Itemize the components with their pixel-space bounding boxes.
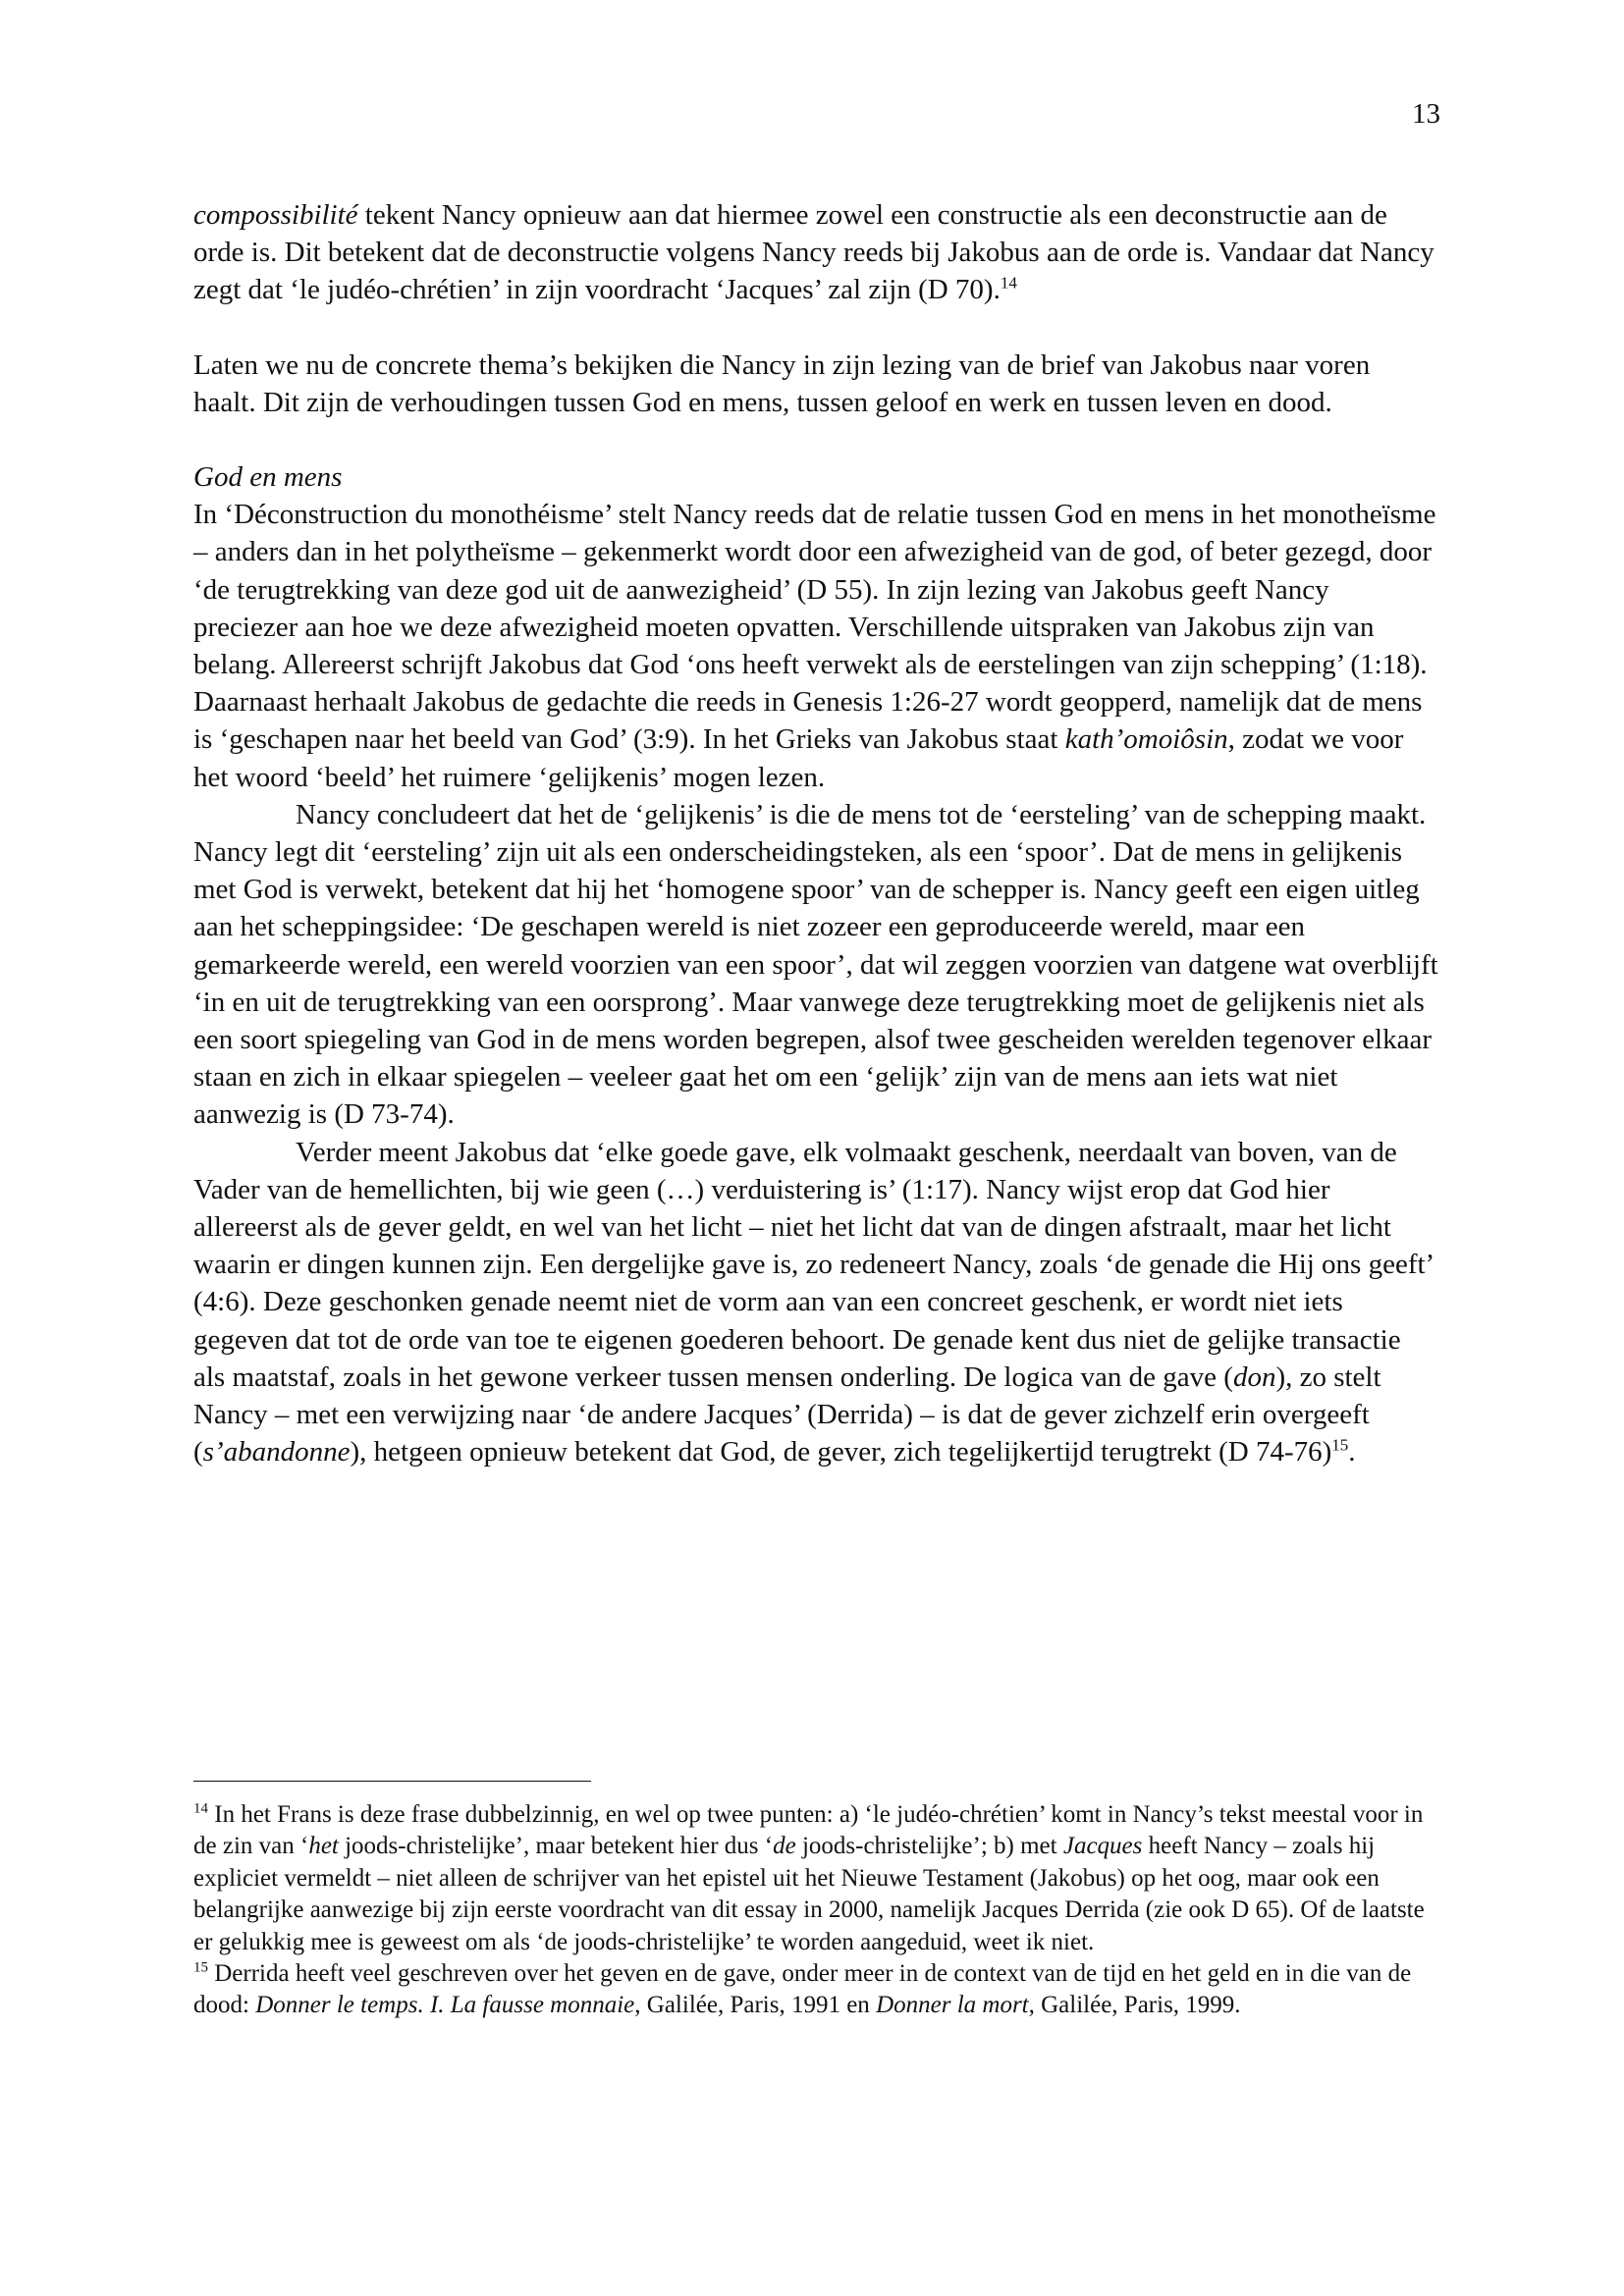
paragraph xyxy=(193,196,1438,309)
italic-text: Donner le temps. I. La fausse monnaie xyxy=(255,1992,635,2019)
text-run: Nancy concludeert dat het de ‘gelijkenis’ is die de mens tot de ‘eersteling’ van de schepping maakt. Nancy legt dit ‘eersteling’ zijn uit als een onderscheidingsteken, als een ‘spoor’. Dat de mens in gelijkenis met God is verwekt, betekent dat hij het ‘homogene spoor’ van de schepper is. Nancy geeft een eigen uitleg aan het scheppingsidee: ‘De geschapen wereld is niet zozeer een geproduceerde wereld, maar een gemarkeerde wereld, een wereld voorzien van een spoor’, dat wil zeggen voorzien van datgene wat overblijft ‘in en uit de terugtrekking van een oorsprong’. Maar vanwege deze terugtrekking moet de gelijkenis niet als een soort spiegeling van God in de mens worden begrepen, alsof twee gescheiden werelden tegenover elkaar staan en zich in elkaar spiegelen – veeleer gaat het om een ‘gelijk’ zijn van de mens aan iets wat niet aanwezig is (D 73-74). xyxy=(193,798,1438,1131)
text-run: tekent Nancy opnieuw aan dat hiermee zowel een constructie als een deconstructie aan de orde is. Dit betekent dat de deconstructie volgens Nancy reeds bij Jakobus aan de orde is. Vandaar dat Nancy zegt dat ‘le judéo-chrétien’ in zijn voordracht ‘Jacques’ zal zijn (D 70). xyxy=(193,199,1435,306)
text-run: ), hetgeen opnieuw betekent dat God, de gever, zich tegelijkertijd terugtrekt (D 74-76) xyxy=(350,1436,1332,1468)
text-run: Laten we nu de concrete thema’s bekijken die Nancy in zijn lezing van de brief van Jakobus naar voren haalt. Dit zijn de verhoudingen tussen God en mens, tussen geloof en werk en tussen leven en dood. xyxy=(193,348,1371,418)
paragraph xyxy=(193,1134,1438,1471)
text-run: , Galilée, Paris, 1999. xyxy=(1028,1992,1241,2019)
italic-text: Jacques xyxy=(1062,1833,1143,1860)
paragraph xyxy=(193,796,1438,1134)
footnote-marker: 15 xyxy=(193,1959,208,1976)
text-run: Verder meent Jakobus dat ‘elke goede gave, elk volmaakt geschenk, neerdaalt van boven, van de Vader van de hemellichten, bij wie geen (…) verduistering is’ (1:17). Nancy wijst erop dat God hier allereerst als de gever geldt, en wel van het licht – niet het licht dat van de dingen afstraalt, maar het licht waarin er dingen kunnen zijn. Een dergelijke gave is, zo redeneert Nancy, zoals ‘de genade die Hij ons geeft’ (4:6). Deze geschonken genade neemt niet de vorm aan van een concreet geschenk, er wordt niet iets gegeven dat tot de orde van toe te eigenen goederen behoort. De genade kent dus niet de gelijke transactie als maatstaf, zoals in het gewone verkeer tussen mensen onderling. De logica van de gave ( xyxy=(193,1136,1434,1393)
footnote-marker: 14 xyxy=(1000,273,1017,293)
footnote-marker: 15 xyxy=(1331,1435,1349,1455)
paragraph xyxy=(193,496,1438,796)
italic-text: de xyxy=(773,1833,796,1860)
footnote-15 xyxy=(193,1958,1438,2022)
footnote-14 xyxy=(193,1799,1438,1958)
italic-text: s’abandonne xyxy=(202,1436,351,1468)
italic-text: kath’omoiôsin xyxy=(1064,723,1228,756)
text-run: In het Frans is deze frase dubbelzinnig, en wel op twee punten: a) ‘le judéo-chrétien’ komt in Nancy’s tekst meestal voor in de zin van ‘ xyxy=(193,1801,1424,1860)
italic-text: het xyxy=(308,1833,339,1860)
footnote-separator xyxy=(193,1781,591,1782)
text-run: joods-christelijke’, maar betekent hier dus ‘ xyxy=(338,1833,774,1860)
section-heading xyxy=(193,458,1438,496)
footnote-marker: 14 xyxy=(193,1800,208,1817)
text-run: heeft Nancy – zoals hij expliciet vermeldt – niet alleen de schrijver van het epistel uit het Nieuwe Testament (Jakobus) op het oog, maar ook een belangrijke aanwezige bij zijn eerste voordracht van dit essay in 2000, namelijk Jacques Derrida (zie ook D 65). Of de laatste er gelukkig mee is geweest om als ‘de joods-christelijke’ te worden aangeduid, weet ik niet. xyxy=(193,1833,1425,1955)
italic-text: God en mens xyxy=(193,461,343,494)
text-run: . xyxy=(1348,1436,1356,1468)
italic-text: don xyxy=(1232,1361,1276,1393)
page-number: 13 xyxy=(1412,98,1440,130)
footnotes xyxy=(193,1799,1438,2022)
text-run: , zodat we voor het woord ‘beeld’ het ruimere ‘gelijkenis’ mogen lezen. xyxy=(193,723,1404,793)
text-run: , Galilée, Paris, 1991 en xyxy=(634,1992,877,2019)
main-text xyxy=(193,196,1438,1471)
italic-text: compossibilité xyxy=(193,199,358,231)
paragraph xyxy=(193,347,1438,421)
text-run: joods-christelijke’; b) met xyxy=(795,1833,1063,1860)
text-run: Derrida heeft veel geschreven over het geven en de gave, onder meer in de context van de tijd en het geld en in die van de dood: xyxy=(193,1960,1412,2019)
italic-text: Donner la mort xyxy=(876,1992,1029,2019)
text-run: ), zo stelt Nancy – met een verwijzing naar ‘de andere Jacques’ (Derrida) – is dat de gever zichzelf erin overgeeft ( xyxy=(193,1361,1381,1468)
text-run: In ‘Déconstruction du monothéisme’ stelt Nancy reeds dat de relatie tussen God en mens in het monotheïsme – anders dan in het polytheïsme – gekenmerkt wordt door een afwezigheid van de god, of beter gezegd, door ‘de terugtrekking van deze god uit de aanwezigheid’ (D 55). In zijn lezing van Jakobus geeft Nancy preciezer aan hoe we deze afwezigheid moeten opvatten. Verschillende uitspraken van Jakobus zijn van belang. Allereerst schrijft Jakobus dat God ‘ons heeft verwekt als de eerstelingen van zijn schepping’ (1:18). Daarnaast herhaalt Jakobus de gedachte die reeds in Genesis 1:26-27 wordt geopperd, namelijk dat de mens is ‘geschapen naar het beeld van God’ (3:9). In het Grieks van Jakobus staat xyxy=(193,499,1436,756)
